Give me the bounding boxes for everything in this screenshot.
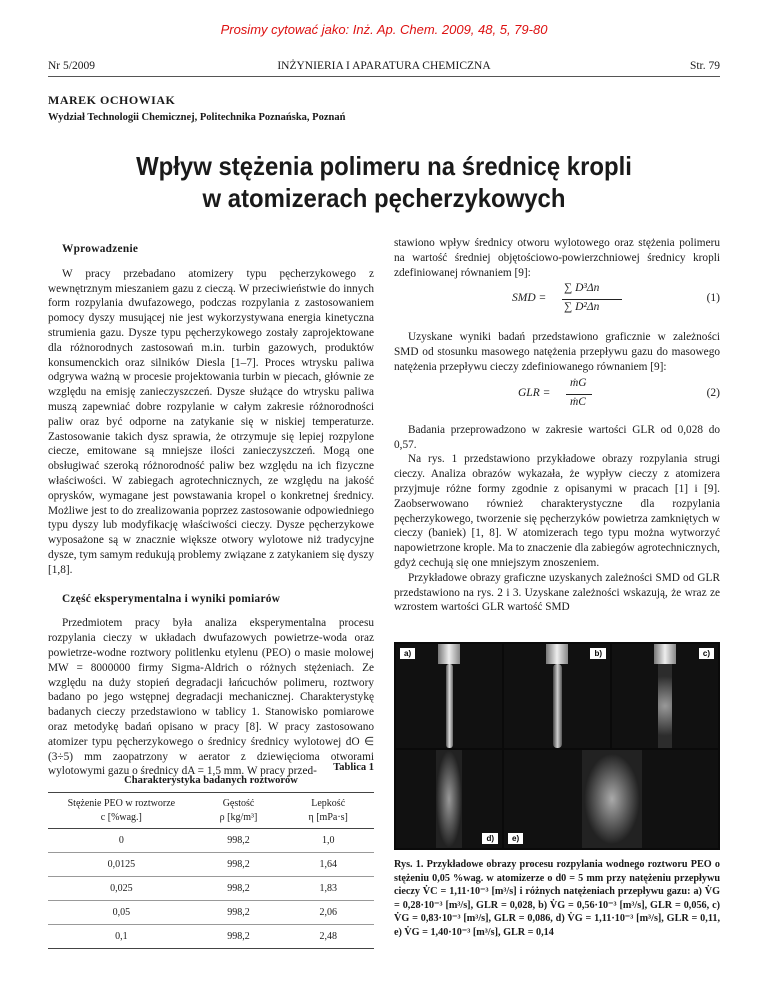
table-cell: 1,64 (319, 859, 337, 870)
nozzle-image (438, 644, 460, 664)
left-column (48, 242, 374, 779)
issue-number: Nr 5/2009 (48, 60, 95, 72)
eq1-denominator: ∑ D²Δn (564, 301, 600, 314)
right-paragraph-2: Uzyskane wyniki badań przedstawiono graficznie w zależności SMD od stosunku masowego natężenia przepływu gazu do masowego natężenia przepływu cieczy zdefiniowanego równaniem [9]: (394, 331, 720, 373)
right-paragraph-5: Przykładowe obrazy graficzne uzyskanych zależności SMD od GLR przedstawiono na rys. 2 i 3. Uzyskane zależności wskazują, że wraz ze wzrostem wartości GLR wartość SMD (394, 571, 720, 614)
table-title: Charakterystyka badanych roztworów (124, 775, 298, 786)
eq2-lhs: GLR = (518, 386, 551, 399)
table-cell: 998,2 (227, 835, 250, 846)
table-block (48, 762, 374, 949)
table-cell: 1,83 (319, 883, 337, 894)
eq1-number: (1) (706, 292, 720, 305)
table-cell: 2,06 (319, 907, 337, 918)
intro-heading: Wprowadzenie (62, 243, 139, 255)
col-header-viscosity: Lepkość (311, 798, 346, 809)
panel-label-d: d) (482, 833, 498, 844)
title-line-1: Wpływ stężenia polimeru na średnicę kropli (136, 151, 632, 181)
table-row (48, 925, 374, 949)
experimental-heading: Część eksperymentalna i wyniki pomiarów (62, 592, 281, 605)
spray-photo-d (396, 750, 502, 848)
table-label: Tablica 1 (333, 762, 374, 773)
unit-concentration: c [%wag.] (100, 812, 142, 823)
spray-cloud-image (436, 750, 462, 848)
spray-photo-a (396, 644, 502, 748)
table-cell: 1,0 (321, 835, 335, 846)
table-cell: 0,1 (115, 931, 128, 942)
unit-density: ρ [kg/m³] (219, 812, 258, 823)
unit-viscosity: η [mPa·s] (308, 812, 348, 823)
col-header-density: Gęstość (222, 798, 255, 809)
figure-1-caption: Rys. 1. Przykładowe obrazy procesu rozpylania wodnego roztworu PEO o stężeniu 0,05 %wag. w atomizerze o d0 = 5 mm przy natężeniu przepływu cieczy V̇C = 1,11·10⁻³ [m³/s] i różnych natężeniach przepływu gazu: a) V̇G = 0,28·10⁻³ [m³/s], GLR = 0,028, b) V̇G = 0,56·10⁻³ [m³/s], GLR = 0,056, c) V̇G = 0,83·10⁻³ [m³/s], GLR = 0,086, d) V̇G = 1,11·10⁻³ [m³/s], GLR = 0,11, e) V̇G = 1,40·10⁻³ [m³/s], GLR = 0,14 (394, 859, 720, 938)
right-column (394, 236, 720, 615)
table-cell: 998,2 (227, 883, 250, 894)
right-paragraph-4: Na rys. 1 przedstawiono przykładowe obrazy rozpylania strugi cieczy. Analiza obrazów wykazała, że wypływ cieczy z atomizera przyjmuje różne formy zgodnie z opisanymi w pracach [1] i [9]. Zaobserwowano również charakterystyczne dla rozpylania pęcherzykowego, tworzenie się pęcherzyków powietrza zamkniętych w cieczy (baniek) [1, 8]. W atomizerach tego typu można wytworzyć napowietrzone krople. Ma to znaczenie dla zabiegów agrotechnicznych, gdyż cechują się one mniejszym znoszeniem. (394, 453, 720, 569)
properties-table (48, 792, 374, 949)
figure-1 (394, 642, 720, 850)
liquid-jet-image (446, 664, 453, 748)
table-cell: 0,025 (110, 883, 133, 894)
table-row (48, 877, 374, 901)
equation-1 (394, 280, 720, 320)
table-cell: 0,05 (112, 907, 131, 918)
eq2-number: (2) (706, 386, 720, 399)
table-cell: 998,2 (227, 907, 250, 918)
right-paragraph-1: stawiono wpływ średnicy otworu wylotowego oraz stężenia polimeru na wartość średniej objętościowo-powierzchniowej średnicy kropli zdefiniowanej równaniem [9]: (394, 237, 720, 279)
col-header-concentration: Stężenie PEO w roztworze (67, 798, 176, 809)
table-cell: 0 (118, 835, 124, 846)
eq2-numerator: ṁG (570, 376, 587, 389)
right-paragraph-3: Badania przeprowadzono w zakresie wartości GLR od 0,028 do 0,57. (394, 423, 720, 451)
table-row (48, 853, 374, 877)
page-number: Str. 79 (689, 60, 720, 72)
panel-label-a: a) (400, 648, 415, 659)
panel-label-b: b) (590, 648, 606, 659)
author-name: MAREK OCHOWIAK (48, 93, 176, 107)
table-cell: 2,48 (319, 931, 337, 942)
spray-cloud-image (658, 664, 672, 748)
journal-name: INŻYNIERIA I APARATURA CHEMICZNA (277, 60, 491, 72)
experimental-paragraph: Przedmiotem pracy była analiza eksperymentalna procesu rozpylania cieczy w układach dwufazowych powietrze-woda oraz powietrze-wodne roztwory politlenku etylenu (PEO) o masie molowej MW = 8000000 firmy Sigma-Aldrich o różnych stężeniach. Ze względu na duży stopień degradacji łańcuchów polimeru, roztwory badano po jego wstępnej degradacji mechanicznej. Charakterystykę badanych cieczy przedstawiono w tablicy 1. Stanowisko pomiarowe oraz metodykę badań opisano w pracy [8]. W pracy zastosowano atomizer typu pęcherzykowego o średnicy średnicy wylotowej dO ∈ (3÷5) mm zaopatrzony w aerator z dziewięcioma otworami wylotowymi gazu o średnicy dA = 1,5 mm. W pracy przed- (48, 617, 374, 778)
panel-label-e: e) (508, 833, 523, 844)
eq1-fraction-bar (562, 299, 622, 300)
intro-paragraph: W pracy przebadano atomizery typu pęcherzykowego z wewnętrznym mieszaniem gazu z cieczą. W przeciwieństwie do innych form rozpylania dwufazowego, podczas rozpylania z zastosowaniem pomocy dyszy musującej nie jest wykorzystywana energia kinetyczna strumienia gazu. Dysze typu pęcherzykowego zostały zaprojektowane dla różnorodnych zastosowań m.in. turbin gazowych, produktów konsumenckich oraz silników Diesla [1–7]. Proces wtrysku paliwa odgrywa ważną w procesie projektowania turbin w piecach, głównie ze względu na emisję zanieczyszczeń. Dysze służące do wtrysku paliwa muszą zapewniać dobre rozpylanie w całym zakresie różnorodności paliw oraz być odporne na zatykanie się w niskiej temperaturze. Zastosowanie takich dysz sprawia, że otrzymuje się lepiej rozpylone ciecze, emitowane są mniejsze ilości zanieczyszczeń. Mogą one obsługiwać szeroką różnorodność paliw bez względu na ich fizyczne właściwości. W zabiegach agrotechnicznych, ze względu na jakość oprysków, wymagane jest powstawania kropel o konkretnej średnicy. Możliwe jest to do zrealizowania poprzez zastosowanie odpowiedniego typu dyszy lub modyfikację właściwości cieczy. Dysze pęcherzykowe wyposażone są w znacznie większe otwory wylotowe niż tradycyjne dysze, tym samym redukują problemy związane z zatykaniem się dyszy [1,8]. (48, 267, 374, 576)
spray-cloud-image (582, 750, 642, 848)
table-cell: 0,0125 (107, 859, 136, 870)
citation-line: Prosimy cytować jako: Inż. Ap. Chem. 2009, 48, 5, 79-80 (220, 22, 548, 37)
nozzle-image (654, 644, 676, 664)
spray-photo-c (612, 644, 718, 748)
eq1-lhs: SMD = (512, 292, 547, 305)
eq2-fraction-bar (566, 394, 592, 395)
liquid-jet-image (553, 664, 562, 748)
header-rule (48, 76, 720, 77)
eq2-denominator: ṁC (570, 395, 586, 408)
equation-2 (394, 375, 720, 415)
article-title (31, 150, 738, 214)
table-cell: 998,2 (227, 931, 250, 942)
table-row (48, 901, 374, 925)
affiliation: Wydział Technologii Chemicznej, Politechnika Poznańska, Poznań (48, 112, 346, 123)
table-row (48, 829, 374, 853)
table-cell: 998,2 (227, 859, 250, 870)
spray-photo-b (504, 644, 610, 748)
eq1-numerator: ∑ D³Δn (564, 282, 600, 295)
title-line-2: w atomizerach pęcherzykowych (202, 183, 566, 213)
spray-photo-e (504, 750, 718, 848)
panel-label-c: c) (699, 648, 714, 659)
nozzle-image (546, 644, 568, 664)
